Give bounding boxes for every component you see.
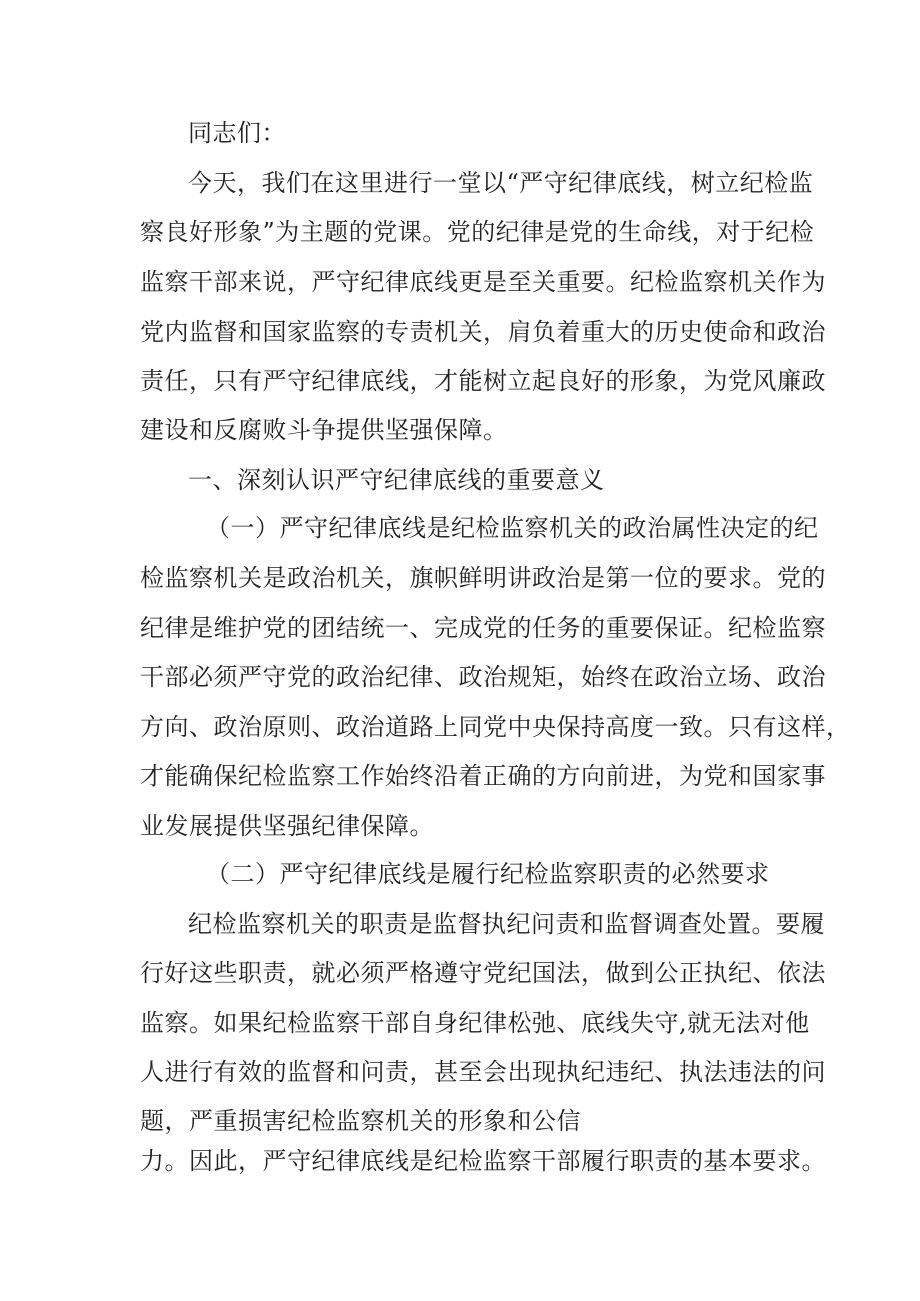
paragraph-line: 干部必须严守党的政治纪律、政治规矩，始终在政治立场、政治 [140,663,826,691]
paragraph-line: 今天，我们在这里进行一堂以“严守纪律底线，树立纪检监 [188,169,814,197]
paragraph-line: 纪检监察机关的职责是监督执纪问责和监督调查处置。要履 [188,910,825,938]
section-heading: 一、深刻认识严守纪律底线的重要意义 [188,466,605,494]
paragraph-line: 才能确保纪检监察工作始终沿着正确的方向前进，为党和国家事 [140,762,826,790]
subsection-heading: （一）严守纪律底线是纪检监察机关的政治属性决定的纪 [206,514,819,542]
salutation: 同志们： [188,119,286,147]
paragraph-line: 监察。如果纪检监察干部自身纪律松弛、底线失守,就无法对他 [140,1009,810,1037]
paragraph-line: 责任，只有严守纪律底线，才能树立起良好的形象，为党风廉政 [140,367,826,395]
paragraph-line: 业发展提供坚强纪律保障。 [140,812,434,840]
paragraph-line: 方向、政治原则、政治道路上同党中央保持高度一致。只有这样， [140,713,851,741]
paragraph-line: 党内监督和国家监察的专责机关，肩负着重大的历史使命和政治 [140,318,826,346]
paragraph-line: 行好这些职责，就必须严格遵守党纪国法，做到公正执纪、依法 [140,959,826,987]
paragraph-line: 监察干部来说，严守纪律底线更是至关重要。纪检监察机关作为 [140,268,826,296]
paragraph-line: 力。因此，严守纪律底线是纪检监察干部履行职责的基本要求。 [140,1147,826,1175]
paragraph-line: 人进行有效的监督和问责，甚至会出现执纪违纪、执法违法的问 [140,1058,826,1086]
paragraph-line: 纪律是维护党的团结统一、完成党的任务的重要保证。纪检监察 [140,614,826,642]
subsection-heading: （二）严守纪律底线是履行纪检监察职责的必然要求 [206,860,770,888]
paragraph-line: 察良好形象”为主题的党课。党的纪律是党的生命线，对于纪检 [140,218,815,246]
paragraph-line: 题，严重损害纪检监察机关的形象和公信 [140,1107,581,1135]
paragraph-line: 建设和反腐败斗争提供坚强保障。 [140,416,508,444]
paragraph-line: 检监察机关是政治机关，旗帜鲜明讲政治是第一位的要求。党的 [140,564,826,592]
